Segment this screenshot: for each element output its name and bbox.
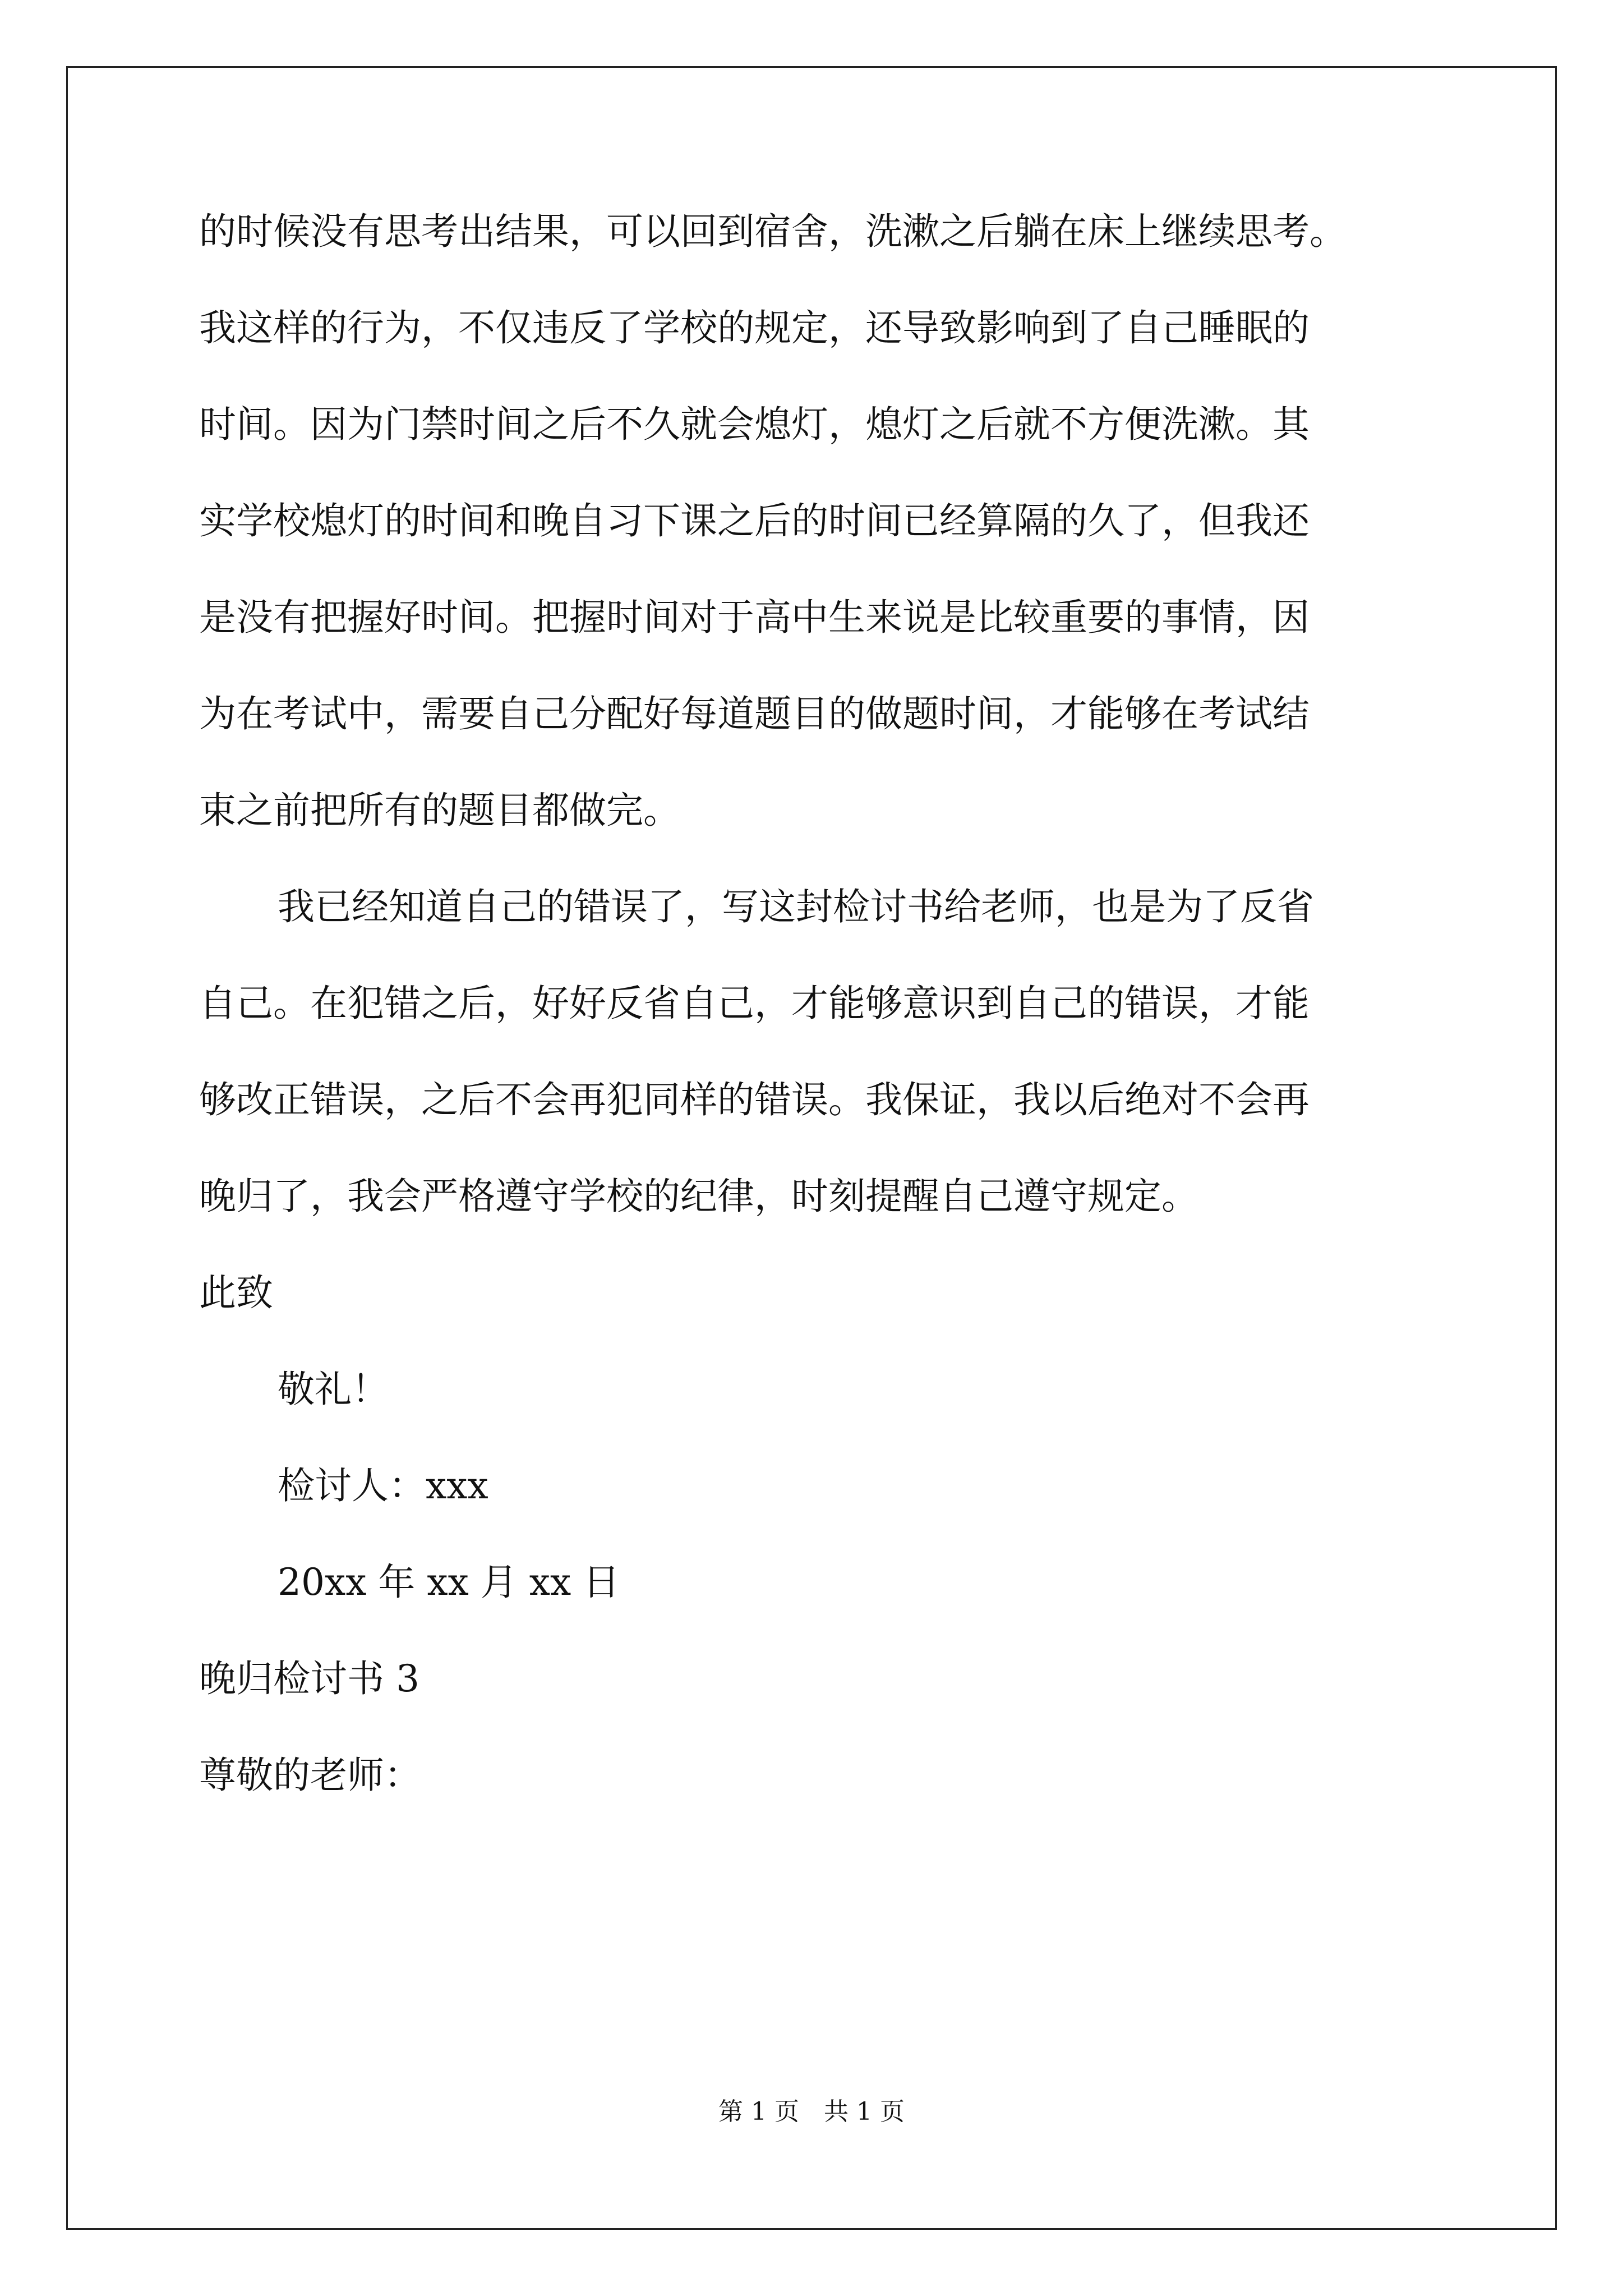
body-line: 束之前把所有的题目都做完。 — [199, 789, 680, 832]
body-line: 晚归了，我会严格遵守学校的纪律，时刻提醒自己遵守规定。 — [199, 1175, 1198, 1218]
signer: 检讨人：xxx — [278, 1464, 488, 1507]
page-border — [66, 66, 1557, 2230]
body-line: 为在考试中，需要自己分配好每道题目的做题时间，才能够在考试结 — [199, 692, 1310, 735]
salute: 敬礼！ — [278, 1368, 389, 1411]
closing: 此致 — [199, 1271, 273, 1314]
body-line: 的时候没有思考出结果，可以回到宿舍，洗漱之后躺在床上继续思考。 — [199, 210, 1347, 253]
next-title: 晚归检讨书 3 — [199, 1657, 419, 1700]
body-line: 时间。因为门禁时间之后不久就会熄灯，熄灯之后就不方便洗漱。其 — [199, 403, 1310, 446]
body-line: 我已经知道自己的错误了，写这封检讨书给老师，也是为了反省 — [278, 885, 1314, 928]
page-footer: 第 1 页 共 1 页 — [718, 2097, 905, 2126]
body-line: 我这样的行为，不仅违反了学校的规定，还导致影响到了自己睡眠的 — [199, 306, 1310, 349]
body-line: 是没有把握好时间。把握时间对于高中生来说是比较重要的事情，因 — [199, 596, 1310, 639]
date: 20xx 年 xx 月 xx 日 — [278, 1561, 620, 1604]
body-line: 够改正错误，之后不会再犯同样的错误。我保证，我以后绝对不会再 — [199, 1078, 1310, 1121]
next-greeting: 尊敬的老师： — [199, 1754, 421, 1797]
body-line: 自己。在犯错之后，好好反省自己，才能够意识到自己的错误，才能 — [199, 982, 1310, 1025]
body-line: 实学校熄灯的时间和晚自习下课之后的时间已经算隔的久了，但我还 — [199, 499, 1310, 542]
